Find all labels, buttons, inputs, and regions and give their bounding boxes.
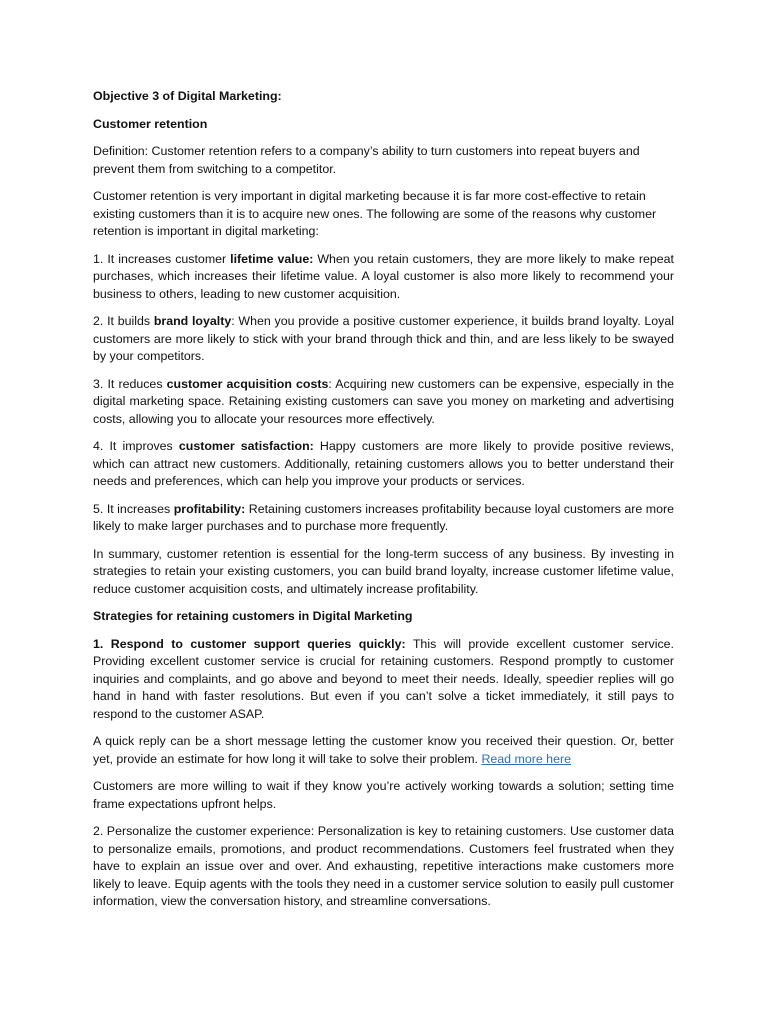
reason-text: : Acquiring new customers can be expensive, especially in the digital marketing space. Retaining existing customers can save you money on marketing and advertising costs, allowing you to allocate your resources more effectively. bbox=[93, 376, 674, 426]
summary-paragraph: In summary, customer retention is essential for the long-term success of any business. By investing in strategies to retain your existing customers, you can build brand loyalty, increase customer lifetime value, reduce customer acquisition costs, and ultimately increase profitability. bbox=[93, 546, 674, 596]
strategy-item-2: 2. Personalize the customer experience: Personalization is key to retaining customers. Use customer data to personalize emails, promotions, and product recommendations. Customers feel frustrated when they have to explain an issue over and over. And exhausting, repetitive interactions make customers more likely to leave. Equip agents with the tools they need in a customer service solution to easily pull customer information, view the conversation history, and streamline conversations. bbox=[93, 824, 674, 908]
reason-prefix: 1. It increases customer bbox=[93, 251, 231, 266]
reason-prefix: 2. It builds bbox=[93, 314, 154, 328]
definition-paragraph: Definition: Customer retention refers to a company’s ability to turn customers into repeat buyers and prevent them from switching to a competitor. bbox=[93, 144, 640, 176]
reason-keyword: customer satisfaction: bbox=[178, 439, 314, 453]
strategy-keyword: 1. Respond to customer support queries quickly: bbox=[93, 636, 406, 651]
reason-item-1 bbox=[93, 251, 674, 304]
strategy-item-1 bbox=[93, 636, 674, 724]
reason-text: : When you provide a positive customer experience, it builds brand loyalty. Loyal customers are more likely to stick with your brand through thick and thin, and are less likely to be swayed by your competitors. bbox=[93, 314, 675, 363]
reason-keyword: customer acquisition costs bbox=[166, 376, 329, 391]
intro-paragraph: Customer retention is very important in digital marketing because it is far more cost-effective to retain existing customers than it is to acquire new ones. The following are some of the reasons why customer retention is important in digital marketing: bbox=[93, 189, 657, 238]
reason-item-4 bbox=[93, 438, 674, 491]
reason-text: When you retain customers, they are more likely to make repeat purchases, which increases their lifetime value. A loyal customer is also more likely to recommend your business to others, leading to new customer acquisition. bbox=[93, 251, 674, 301]
reason-item-3 bbox=[93, 376, 674, 429]
reason-keyword: brand loyalty bbox=[153, 314, 232, 328]
reason-prefix: 4. It improves bbox=[93, 439, 179, 453]
strategies-heading: Strategies for retaining customers in Digital Marketing bbox=[93, 609, 413, 623]
reason-keyword: profitability: bbox=[173, 501, 246, 516]
strategy-text: This will provide excellent customer service. Providing excellent customer service is crucial for retaining customers. Respond promptly to customer inquiries and complaints, and go above and beyond to meet their needs. Ideally, speedier replies will go hand in hand with faster resolutions. But even if you can’t solve a ticket immediately, it still pays to respond to the customer ASAP. bbox=[93, 636, 674, 721]
reason-text: Happy customers are more likely to provide positive reviews, which can attract new customers. Additionally, retaining customers allows you to better understand their needs and preferences, which can help you improve your products or services. bbox=[93, 439, 674, 488]
read-more-link[interactable]: Read more here bbox=[481, 751, 571, 766]
document-body bbox=[93, 88, 674, 911]
section-heading-customer-retention: Customer retention bbox=[93, 116, 208, 131]
reason-text: Retaining customers increases profitability because loyal customers are more likely to make larger purchases and to purchase more frequently. bbox=[93, 501, 675, 533]
customers-wait-paragraph: Customers are more willing to wait if they know you’re actively working towards a solution; setting time frame expectations upfront helps. bbox=[93, 779, 674, 811]
reason-item-5 bbox=[93, 501, 674, 536]
document-title: Objective 3 of Digital Marketing: bbox=[93, 89, 282, 103]
quick-reply-paragraph bbox=[93, 733, 674, 768]
reason-keyword: lifetime value: bbox=[230, 251, 314, 266]
reason-item-2 bbox=[93, 313, 674, 366]
reason-prefix: 5. It increases bbox=[93, 501, 174, 516]
reason-prefix: 3. It reduces bbox=[93, 376, 167, 391]
quick-reply-text: A quick reply can be a short message letting the customer know you received their question. Or, better yet, provide an estimate for how long it will take to solve their problem. bbox=[93, 734, 674, 766]
